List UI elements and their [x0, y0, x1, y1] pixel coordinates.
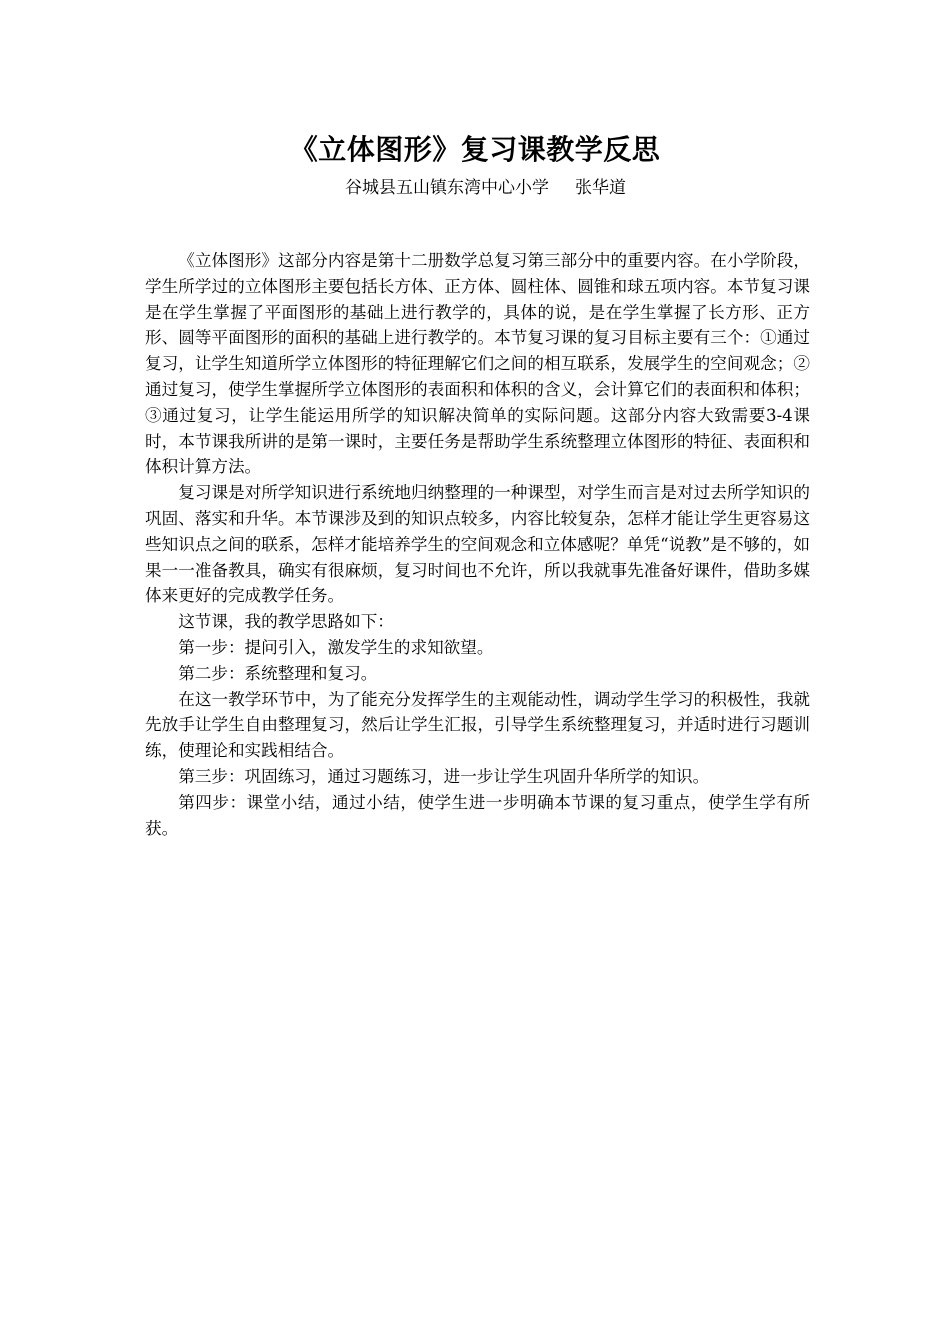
author-name: 张华道 [575, 178, 626, 198]
paragraph-1: 《立体图形》这部分内容是第十二册数学总复习第三部分中的重要内容。在小学阶段，学生所学过的立体图形主要包括长方体、正方体、圆柱体、圆锥和球五项内容。本节复习课是在学生掌握了平面图形的基础上进行教学的，具体的说，是在学生掌握了长方形、正方形、圆等平面图形的面积的基础上进行教学的。本节复习课的复习目标主要有三个：①通过复习，让学生知道所学立体图形的特征理解它们之间的相互联系，发展学生的空间观念；②通过复习，使学生掌握所学立体图形的表面积和体积的含义，会计算它们的表面积和体积；③通过复习，让学生能运用所学的知识解决简单的实际问题。这部分内容大致需要3-4课时，本节课我所讲的是第一课时，主要任务是帮助学生系统整理立体图形的特征、表面积和体积计算方法。 [145, 251, 810, 477]
author-school: 谷城县五山镇东湾中心小学 [345, 178, 549, 198]
paragraph-8: 第四步：课堂小结，通过小结，使学生进一步明确本节课的复习重点，使学生学有所获。 [145, 792, 810, 838]
document-title: 《立体图形》复习课教学反思 [289, 133, 661, 166]
paragraph-7: 第三步：巩固练习，通过习题练习，进一步让学生巩固升华所学的知识。 [178, 766, 710, 786]
paragraph-2: 复习课是对所学知识进行系统地归纳整理的一种课型，对学生而言是对过去所学知识的巩固、落实和升华。本节课涉及到的知识点较多，内容比较复杂，怎样才能让学生更容易这些知识点之间的联系，怎样才能培养学生的空间观念和立体感呢？单凭“说教”是不够的，如果一一准备教具，确实有很麻烦，复习时间也不允许，所以我就事先准备好课件，借助多媒体来更好的完成教学任务。 [145, 483, 810, 606]
paragraph-3: 这节课，我的教学思路如下： [178, 612, 394, 632]
document-body [145, 248, 810, 841]
author-byline [345, 177, 626, 199]
paragraph-5: 第二步：系统整理和复习。 [178, 663, 378, 683]
paragraph-6: 在这一教学环节中，为了能充分发挥学生的主观能动性，调动学生学习的积极性，我就先放手让学生自由整理复习，然后让学生汇报，引导学生系统整理复习，并适时进行习题训练，使理论和实践相结合。 [145, 689, 810, 761]
paragraph-4: 第一步：提问引入，激发学生的求知欲望。 [178, 637, 494, 657]
